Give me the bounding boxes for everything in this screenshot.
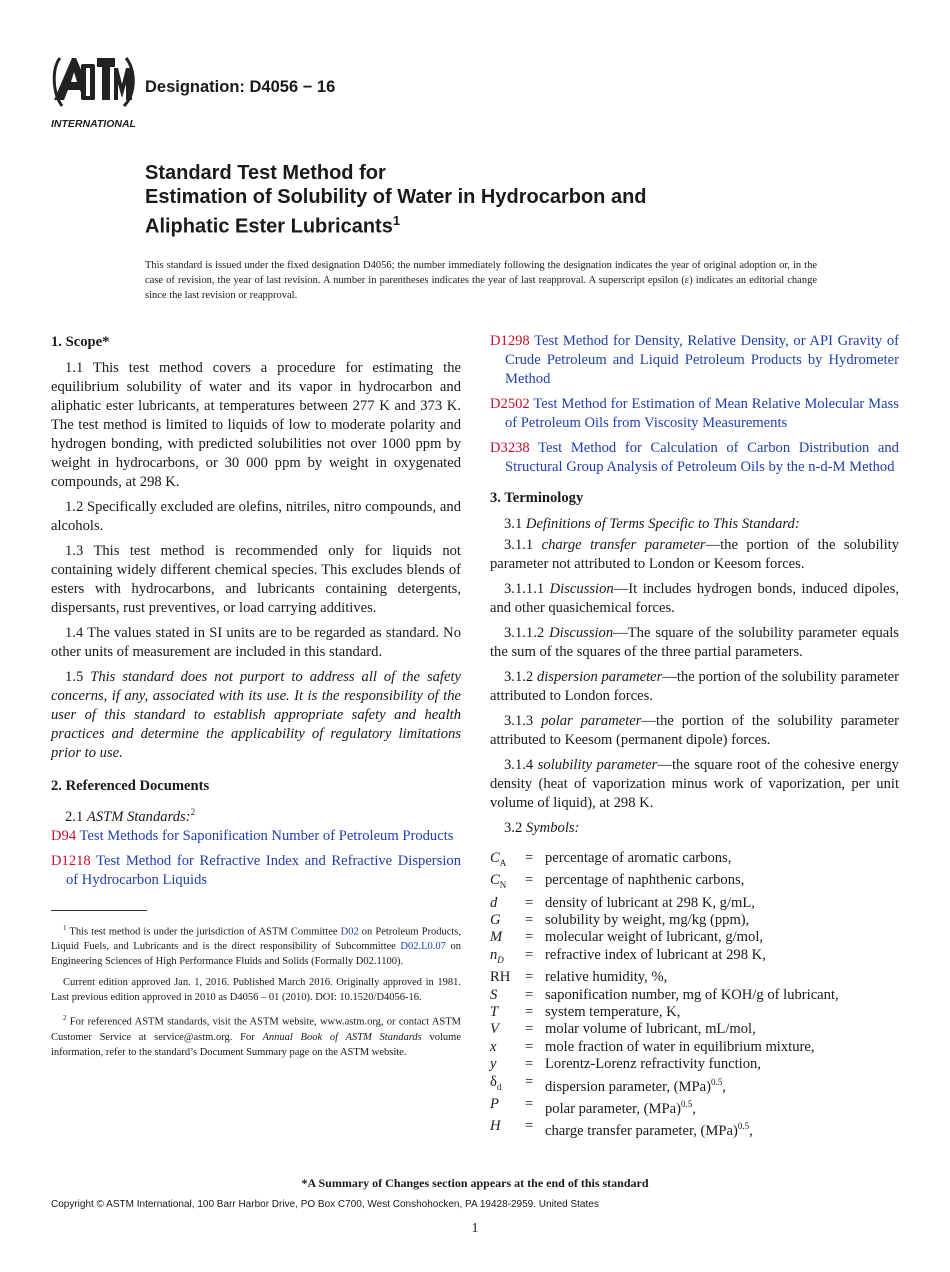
equals-sign: = (525, 1073, 534, 1090)
symbol: RH (490, 969, 511, 986)
term-3-1-4: 3.1.4 solubility parameter—the square root of the cohesive energy density (heat of vaporization minus work of vaporization, per unit volume of liquid), at 298 K. (490, 757, 899, 811)
symbol: V (490, 1021, 499, 1038)
symbol-row (490, 1039, 899, 1056)
symbol-description: refractive index of lubricant at 298 K, (545, 946, 766, 963)
symbol-description: molar volume of lubricant, mL/mol, (545, 1021, 756, 1038)
term-3-1-1-2: 3.1.1.2 Discussion—The square of the solubility parameter equals the sum of the squares of the three partial parameters. (490, 625, 899, 660)
symbol-description: density of lubricant at 298 K, g/mL, (545, 894, 755, 911)
symbol-description: dispersion parameter, (MPa)$^{0.5}$, (545, 1076, 726, 1095)
term-3-1-3: 3.1.3 polar parameter—the portion of the solubility parameter attributed to Keesom (permanent dipole) forces. (490, 713, 899, 748)
ref-item-d94[interactable]: D94 Test Methods for Saponification Number of Petroleum Products (51, 827, 454, 844)
title-line-2: Estimation of Solubility of Water in Hydrocarbon and (145, 186, 647, 208)
title-line-1: Standard Test Method for (145, 162, 386, 184)
symbol: G (490, 912, 501, 929)
term-3-1-1-1: 3.1.1.1 Discussion—It includes hydrogen bonds, induced dipoles, and other quasichemical forces. (490, 581, 899, 616)
symbol: S (490, 986, 498, 1003)
symbol-description: charge transfer parameter, (MPa)$^{0.5}$, (545, 1121, 753, 1140)
scope-1-1: 1.1 This test method covers a procedure for estimating the equilibrium solubility of water and its vapor in hydrocarbon and aliphatic ester lubricants, at temperatures between 277 K and 373 K. The test method is limited to liquids of low to moderate polarity and hydrogen bonding, with predicted solubilities not over 1000 ppm by weight in hydrocarbons, or 30 000 ppm by weight in oxygenated compounds, at 298 K. (51, 360, 461, 490)
term-3-1-2: 3.1.2 dispersion parameter—the portion of the solubility parameter attributed to London forces. (490, 669, 900, 704)
equals-sign: = (525, 894, 534, 911)
symbol-row (490, 969, 899, 986)
term-3-2: 3.2 Symbols: (504, 820, 580, 836)
symbol-row (490, 1004, 899, 1021)
symbol: x (490, 1038, 497, 1055)
symbol-row (490, 947, 899, 969)
equals-sign: = (525, 1118, 534, 1135)
footnote-1-edition: Current edition approved Jan. 1, 2016. Published March 2016. Originally approved in 1981. Last previous edition approved in 2010 as D4056 – 01 (2010). DOI: 10.1520/D4056-16. (51, 977, 461, 1004)
title-footnote-mark[interactable]: 1 (392, 213, 401, 228)
refdocs-2-1: 2.1 ASTM Standards:$^2$ (65, 807, 196, 825)
equals-sign: = (525, 912, 534, 929)
logo-subtext: INTERNATIONAL (51, 118, 136, 130)
ref-item-d1218[interactable]: D1218 Test Method for Refractive Index and Refractive Dispersion of Hydrocarbon Liquids (51, 852, 461, 888)
equals-sign: = (525, 969, 534, 986)
symbol: $C_N$ (490, 872, 507, 891)
title-line-3: Aliphatic Ester Lubricants$^1$ (145, 213, 401, 238)
ref-item-d3238[interactable]: D3238 Test Method for Calculation of Carbon Distribution and Structural Group Analysis of Petroleum Oils by the n-d-M Method (490, 440, 899, 475)
document-title (145, 161, 865, 239)
equals-sign: = (525, 1056, 534, 1073)
right-column (490, 332, 899, 1140)
symbol: $\delta_d$ (490, 1073, 502, 1092)
symbol-description: percentage of naphthenic carbons, (545, 872, 745, 889)
symbol: d (490, 894, 498, 911)
symbol-row (490, 895, 899, 912)
equals-sign: = (525, 850, 534, 866)
terminology-heading: 3. Terminology (490, 490, 584, 506)
symbol: M (490, 929, 503, 946)
equals-sign: = (525, 1003, 534, 1020)
copyright: Copyright © ASTM International, 100 Barr Harbor Drive, PO Box C700, West Conshohocken, PA 19428-2959. United States (51, 1199, 599, 1210)
symbol-row (490, 929, 899, 946)
symbol-description: polar parameter, (MPa)$^{0.5}$, (545, 1098, 696, 1117)
footnote-1: $^1$ This test method is under the jurisdiction of ASTM Committee D02 on Petroleum Products, Liquid Fuels, and Lubricants and is the direct responsibility of Subcommittee D02.L0.07 on Engineering Sciences of High Performance Fluids and Solids (Formally D02.1100). (51, 923, 462, 968)
link-committee-d02[interactable]: D02 (340, 926, 359, 938)
refdocs-heading: 2. Referenced Documents (51, 778, 210, 794)
summary-of-changes-note: *A Summary of Changes section appears at the end of this standard (301, 1176, 649, 1190)
equals-sign: = (525, 1021, 534, 1038)
scope-heading: 1. Scope* (51, 334, 110, 350)
left-column (51, 330, 461, 1066)
astm-logo (50, 54, 136, 132)
symbol-row (490, 872, 899, 894)
symbol: $C_A$ (490, 850, 507, 868)
footnote-divider (51, 910, 147, 911)
symbol-row (490, 987, 899, 1004)
symbol-row (490, 1096, 899, 1118)
equals-sign: = (525, 872, 534, 889)
symbol-description: percentage of aromatic carbons, (545, 850, 732, 866)
ref-item-d2502[interactable]: D2502 Test Method for Estimation of Mean Relative Molecular Mass of Petroleum Oils from Viscosity Measurements (490, 396, 899, 431)
symbol: T (490, 1003, 499, 1020)
symbol-description: mole fraction of water in equilibrium mixture, (545, 1038, 815, 1055)
footnote-2: $^2$ For referenced ASTM standards, visit the ASTM website, www.astm.org, or contact ASTM Customer Service at service@astm.org. For Annual Book of ASTM Standards volume information, refer to the standard’s Document Summary page on the ASTM website. (51, 1014, 462, 1058)
equals-sign: = (525, 1095, 534, 1112)
symbol: P (490, 1095, 499, 1112)
symbol-description: solubility by weight, mg/kg (ppm), (545, 912, 750, 929)
symbol-description: relative humidity, %, (545, 969, 668, 986)
symbol-description: Lorentz-Lorenz refractivity function, (545, 1056, 761, 1073)
symbol-description: molecular weight of lubricant, g/mol, (545, 929, 764, 946)
symbol-description: saponification number, mg of KOH/g of lubricant, (545, 986, 839, 1003)
designation: Designation: D4056 − 16 (145, 78, 336, 96)
symbol-row (490, 1056, 899, 1073)
logo-mark-icon (54, 58, 133, 106)
symbol: $n_D$ (490, 946, 504, 965)
page-number: 1 (471, 1220, 479, 1235)
symbol-row (490, 1118, 899, 1140)
link-subcommittee[interactable]: D02.L0.07 (400, 941, 446, 953)
scope-1-5: 1.5 This standard does not purport to address all of the safety concerns, if any, associated with its use. It is the responsibility of the user of this standard to establish appropriate safety and health practices and determine the applicability of regulatory limitations prior to use. (51, 669, 461, 761)
equals-sign: = (525, 1038, 534, 1055)
issuance-note: This standard is issued under the fixed designation D4056; the number immediately following the designation indicates the year of original adoption or, in the case of revision, the year of last revision. A number in parentheses indicates the year of last reapproval. A superscript epsilon (ε) indicates an editorial change since the last revision or reapproval. (145, 260, 817, 301)
scope-1-3: 1.3 This test method is recommended only for liquids not containing widely different chemical species. This excludes blends of esters with hydrocarbons, and lubricants containing detergents, dispersants, rust preventives, or load carrying additives. (51, 543, 461, 616)
equals-sign: = (525, 929, 534, 946)
term-3-1: 3.1 Definitions of Terms Specific to This Standard: (504, 516, 800, 532)
equals-sign: = (525, 946, 534, 963)
symbol-row (490, 1021, 899, 1038)
symbol-row (490, 912, 899, 929)
equals-sign: = (525, 986, 534, 1003)
ref-item-d1298[interactable]: D1298 Test Method for Density, Relative Density, or API Gravity of Crude Petroleum and Liquid Petroleum Products by Hydrometer Method (490, 333, 899, 387)
symbol-row (490, 1074, 899, 1096)
symbol: H (490, 1118, 501, 1135)
symbol-row (490, 850, 899, 872)
symbol-description: system temperature, K, (545, 1003, 681, 1020)
symbol-list (490, 850, 899, 1140)
scope-1-4: 1.4 The values stated in SI units are to be regarded as standard. No other units of measurement are included in this standard. (51, 625, 461, 660)
term-3-1-1: 3.1.1 charge transfer parameter—the portion of the solubility parameter not attributed to London or Keesom forces. (490, 537, 899, 572)
scope-1-2: 1.2 Specifically excluded are olefins, nitriles, nitro compounds, and alcohols. (51, 499, 461, 534)
symbol: y (490, 1056, 497, 1073)
